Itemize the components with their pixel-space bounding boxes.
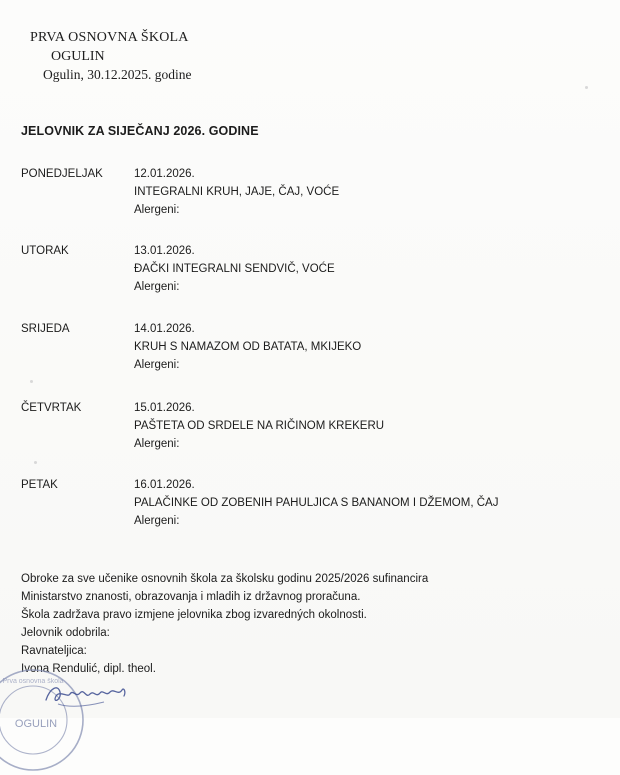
signature-icon [40, 668, 140, 718]
scan-speck [585, 86, 588, 89]
day-allergens-friday: Alergeni: [134, 515, 180, 527]
day-allergens-monday: Alergeni: [134, 204, 180, 216]
footer-approved-by: Jelovnik odobrila: [21, 627, 110, 639]
school-name: PRVA OSNOVNA ŠKOLA [30, 30, 189, 45]
day-meal-wednesday: KRUH S NAMAZOM OD BATATA, MKIJEKO [134, 341, 362, 353]
menu-title: JELOVNIK ZA SIJEČANJ 2026. GODINE [21, 124, 259, 138]
day-meal-thursday: PAŠTETA OD SRDELE NA RIČINOM KREKERU [134, 420, 385, 432]
stamp-center-text: OGULIN [14, 718, 58, 730]
day-meal-friday: PALAČINKE OD ZOBENIH PAHULJICA S BANANOM I DŽEMOM, ČAJ [134, 497, 499, 509]
footer-principal-name: Ivona Rendulić, dipl. theol. [21, 663, 156, 675]
day-date-thursday: 15.01.2026. [134, 402, 195, 414]
day-label-monday: PONEDJELJAK [21, 168, 103, 180]
day-label-friday: PETAK [21, 479, 58, 491]
day-allergens-wednesday: Alergeni: [134, 359, 180, 371]
day-meal-monday: INTEGRALNI KRUH, JAJE, ČAJ, VOĆE [134, 186, 340, 198]
day-date-wednesday: 14.01.2026. [134, 323, 195, 335]
day-date-monday: 12.01.2026. [134, 168, 195, 180]
day-label-tuesday: UTORAK [21, 245, 69, 257]
day-allergens-tuesday: Alergeni: [134, 281, 180, 293]
stamp-ring-text: Prva osnovna škola [2, 678, 64, 685]
day-date-friday: 16.01.2026. [134, 479, 195, 491]
scan-speck [30, 380, 33, 383]
school-town: OGULIN [51, 49, 105, 64]
footer-funding-line-2: Ministarstvo znanosti, obrazovanja i mladih iz državnog proračuna. [21, 591, 361, 603]
day-allergens-thursday: Alergeni: [134, 438, 180, 450]
footer-funding-line-1: Obroke za sve učenike osnovnih škola za školsku godinu 2025/2026 sufinancira [21, 573, 429, 585]
document-date: Ogulin, 30.12.2025. godine [43, 67, 192, 82]
day-date-tuesday: 13.01.2026. [134, 245, 195, 257]
day-label-thursday: ČETVRTAK [21, 402, 82, 414]
footer-principal-label: Ravnateljica: [21, 645, 87, 657]
day-meal-tuesday: ĐAČKI INTEGRALNI SENDVIČ, VOĆE [134, 263, 335, 275]
scan-speck [34, 461, 37, 464]
day-label-wednesday: SRIJEDA [21, 323, 70, 335]
footer-change-notice: Škola zadržava pravo izmjene jelovnika zbog izvaredných okolnosti. [21, 609, 367, 621]
